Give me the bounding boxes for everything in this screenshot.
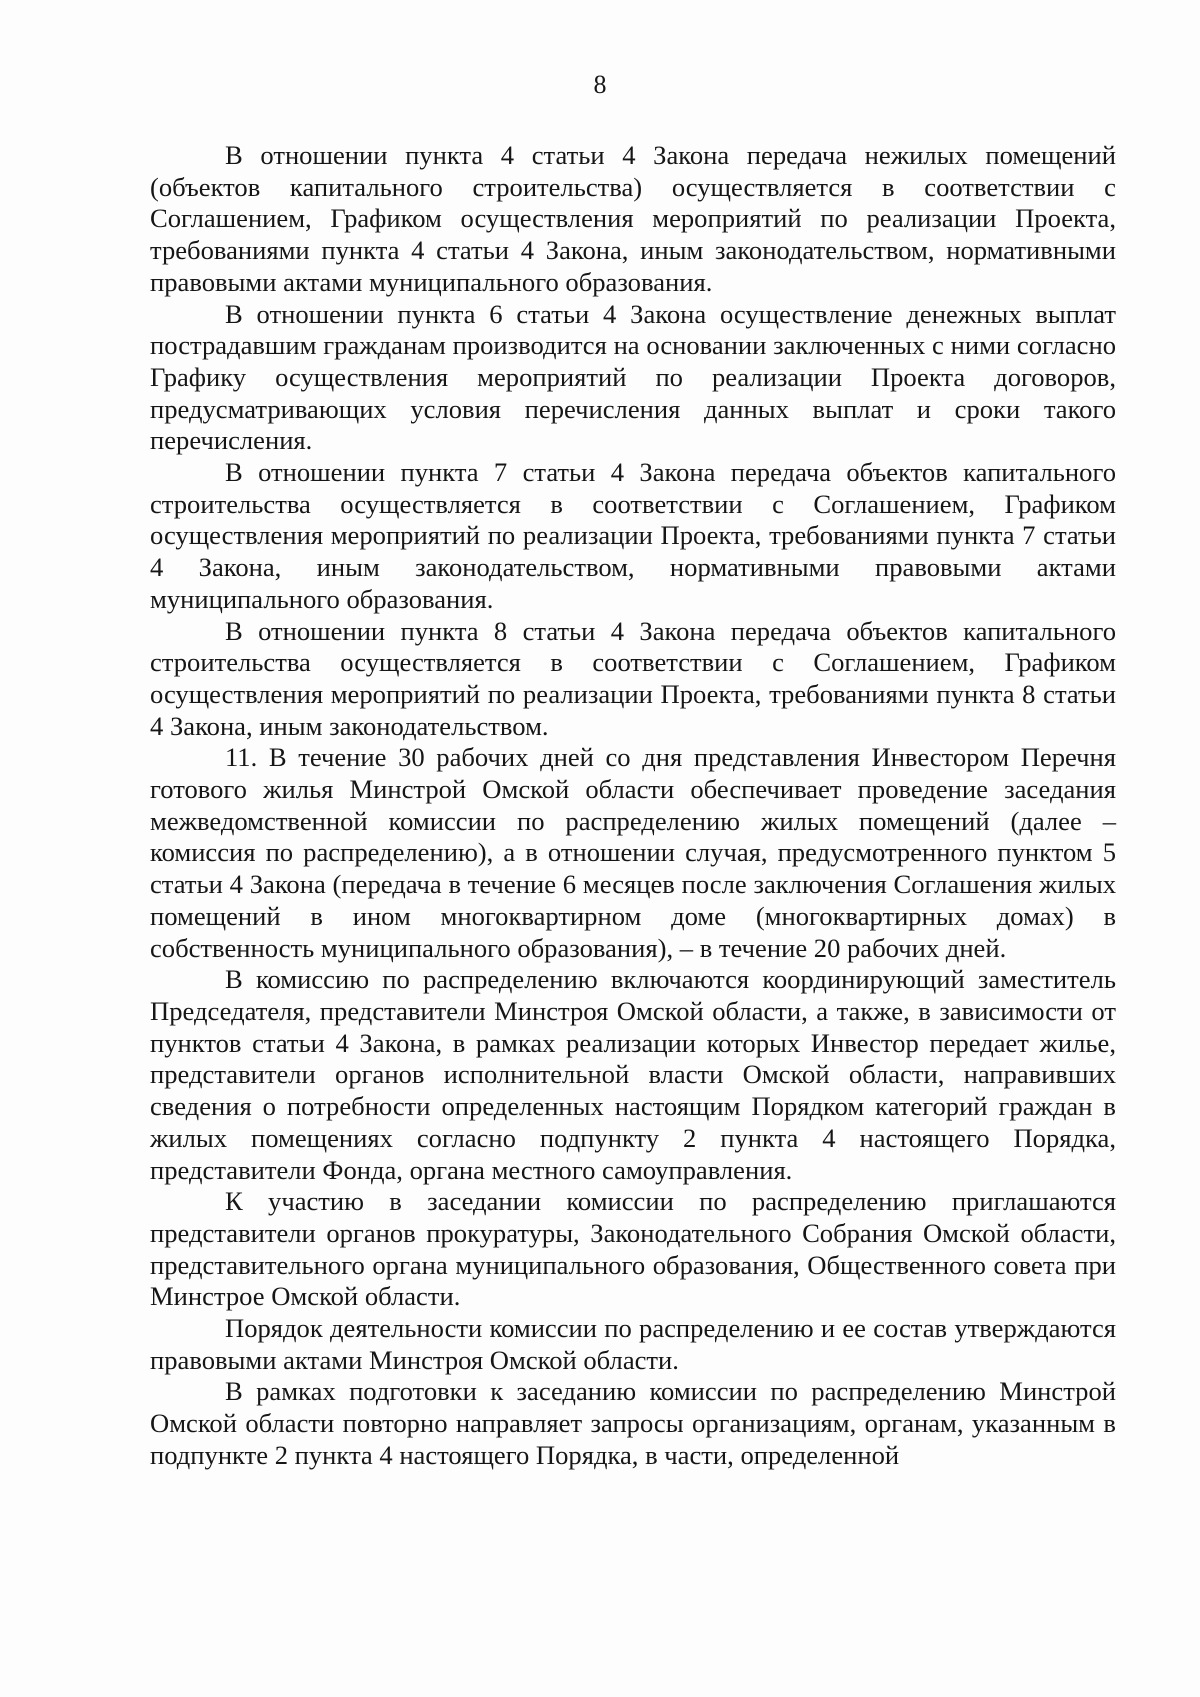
paragraph-point-6: В отношении пункта 6 статьи 4 Закона осуществление денежных выплат пострадавшим гражданам производится на основании заключенных с ними согласно Графику осуществления мероприятий по реализации Проекта договоров, предусматривающих условия перечисления данных выплат и сроки такого перечисления. (150, 298, 1116, 456)
paragraph-item-11: 11. В течение 30 рабочих дней со дня представления Инвестором Перечня готового жилья Минстрой Омской области обеспечивает проведение заседания межведомственной комиссии по распределению жилых помещений (далее – комиссия по распределению), а в отношении случая, предусмотренного пунктом 5 статьи 4 Закона (передача в течение 6 месяцев после заключения Соглашения жилых помещений в ином многоквартирном доме (многоквартирных домах) в собственность муниципального образования), – в течение 20 рабочих дней. (150, 742, 1116, 963)
document-body (150, 140, 1116, 1472)
paragraph-invited-participants: К участию в заседании комиссии по распределению приглашаются представители органов прокуратуры, Законодательного Собрания Омской области, представительного органа муниципального образования, Общественного совета при Минстрое Омской области. (150, 1186, 1116, 1312)
page-number: 8 (593, 70, 607, 99)
paragraph-point-7: В отношении пункта 7 статьи 4 Закона передача объектов капитального строительства осуществляется в соответствии с Соглашением, Графиком осуществления мероприятий по реализации Проекта, требованиями пункта 7 статьи 4 Закона, иным законодательством, нормативными правовыми актами муниципального образования. (150, 457, 1116, 614)
paragraph-point-8: В отношении пункта 8 статьи 4 Закона передача объектов капитального строительства осуществляется в соответствии с Соглашением, Графиком осуществления мероприятий по реализации Проекта, требованиями пункта 8 статьи 4 Закона, иным законодательством. (150, 615, 1116, 741)
paragraph-point-4: В отношении пункта 4 статьи 4 Закона передача нежилых помещений (объектов капитального строительства) осуществляется в соответствии с Соглашением, Графиком осуществления мероприятий по реализации Проекта, требованиями пункта 4 статьи 4 Закона, иным законодательством, нормативными правовыми актами муниципального образования. (150, 140, 1116, 297)
paragraph-meeting-preparation: В рамках подготовки к заседанию комиссии по распределению Минстрой Омской области повторно направляет запросы организациям, органам, указанным в подпункте 2 пункта 4 настоящего Порядка, в части, определенной (150, 1376, 1116, 1470)
paragraph-commission-procedure: Порядок деятельности комиссии по распределению и ее состав утверждаются правовыми актами Минстроя Омской области. (150, 1313, 1116, 1375)
paragraph-commission-members: В комиссию по распределению включаются координирующий заместитель Председателя, представители Минстроя Омской области, а также, в зависимости от пунктов статьи 4 Закона, в рамках реализации которых Инвестор передает жилье, представители органов исполнительной власти Омской области, направивших сведения о потребности определенных настоящим Порядком категорий граждан в жилых помещениях согласно подпункту 2 пункта 4 настоящего Порядка, представители Фонда, органа местного самоуправления. (150, 964, 1116, 1185)
